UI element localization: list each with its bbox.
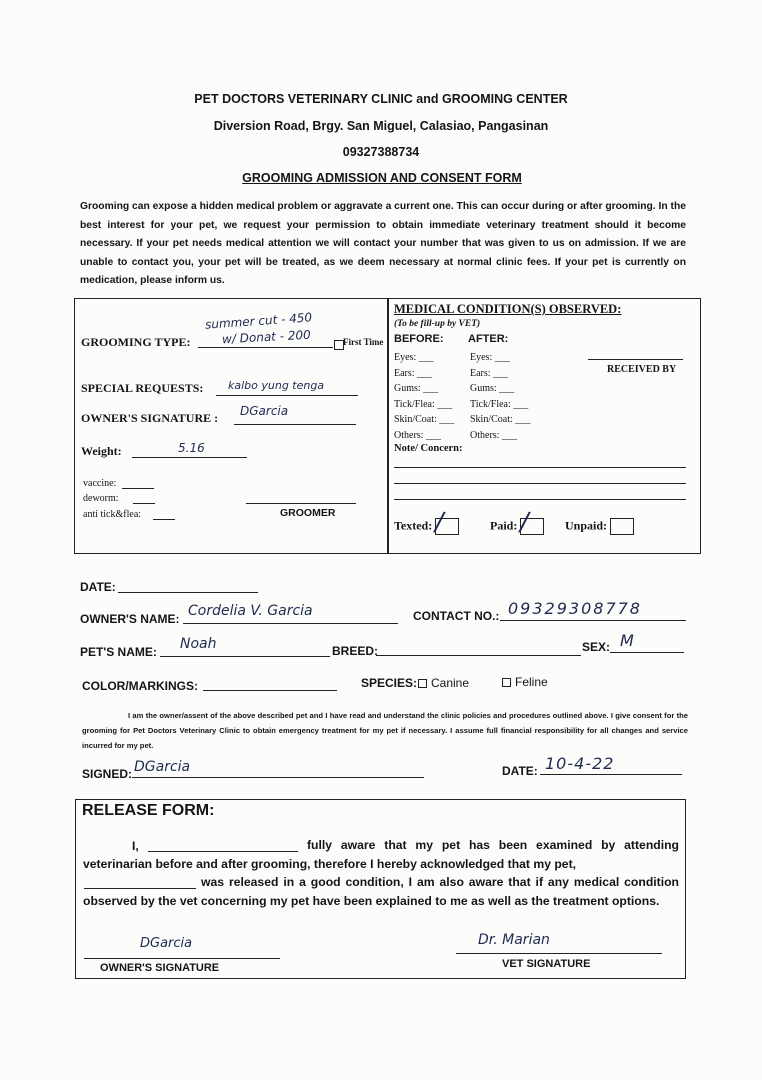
grooming-type-value-2: w/ Donat - 200: [221, 327, 312, 347]
before-item: Tick/Flea: ___: [394, 398, 453, 410]
consent-date-line: [540, 774, 682, 775]
signed-line: [132, 777, 424, 778]
after-item: Tick/Flea: ___: [470, 398, 529, 410]
pet-name-label: PET'S NAME:: [80, 645, 157, 659]
unpaid-checkbox[interactable]: [610, 518, 634, 535]
color-markings-line: [203, 690, 337, 691]
species-canine[interactable]: [418, 676, 469, 690]
before-list: [394, 350, 454, 443]
release-owner-sig-label: OWNER'S SIGNATURE: [100, 962, 220, 974]
release-text-1: fully aware that my pet has been examined by attending veterinarian before and after grooming, therefore I hereby acknowledged that my pet,: [83, 838, 679, 871]
sex-label: SEX:: [582, 640, 611, 654]
pet-name-line: [160, 656, 330, 657]
release-text-2: was released in a good condition, I am also aware that if any medical condition observed by the vet concerning my pet have been explained to me as well as the treatment options.: [83, 875, 679, 908]
form-title: GROOMING ADMISSION AND CONSENT FORM: [242, 171, 522, 185]
date-label: DATE:: [80, 580, 116, 594]
after-item: Gums: ___: [470, 383, 515, 394]
clinic-phone: 09327388734: [342, 145, 420, 159]
grooming-type-label: GROOMING TYPE:: [81, 335, 191, 349]
weight-label: Weight:: [81, 444, 122, 458]
color-markings-label: COLOR/MARKINGS:: [82, 679, 198, 693]
vaccine-line: [122, 488, 154, 489]
before-item: Skin/Coat: ___: [394, 414, 455, 425]
species-feline[interactable]: [502, 675, 548, 689]
antitick-label: anti tick&flea:: [83, 509, 142, 520]
release-vet-sig-line: [456, 953, 662, 954]
paid-field: [490, 513, 544, 535]
after-item: Skin/Coat: ___: [470, 414, 531, 425]
after-item: Ears: ___: [470, 367, 509, 379]
intro-paragraph: Grooming can expose a hidden medical problem or aggravate a current one. This can occur during or after grooming. In the best interest for your pet, we request your permission to obtain immediate veterinary treatment should it become necessary. If your pet needs medical attention we will contact your number that was given to us on admission. If we are unable to contact you, your pet will be treated, as we deem necessary at normal clinic fees. If your pet is currently on medication, please inform us.: [80, 201, 686, 286]
note-concern-label: Note/ Concern:: [394, 443, 463, 454]
unpaid-field: [565, 518, 634, 535]
special-requests-value: kalbo yung tenga: [228, 379, 325, 392]
owner-signature-label: OWNER'S SIGNATURE :: [81, 411, 219, 425]
clinic-name: PET DOCTORS VETERINARY CLINIC and GROOMING CENTER: [194, 92, 568, 106]
antitick-line: [153, 519, 175, 520]
after-item: Others: ___: [470, 429, 517, 441]
received-by-label: RECEIVED BY: [607, 364, 677, 375]
consent-date-label: DATE:: [502, 764, 538, 778]
deworm-label: deworm:: [83, 493, 119, 504]
groomer-line: [246, 503, 356, 504]
note-line-1: [394, 467, 686, 468]
note-line-3: [394, 499, 686, 500]
feline-label: Feline: [515, 675, 548, 689]
before-label: BEFORE:: [394, 333, 444, 345]
contact-value: 09329308778: [508, 599, 642, 618]
consent-date-value: 10-4-22: [545, 754, 615, 773]
before-item: Gums: ___: [394, 383, 439, 394]
before-item: Others: ___: [394, 429, 441, 441]
signed-label: SIGNED:: [82, 767, 133, 781]
before-item: Eyes: ___: [394, 352, 434, 363]
special-requests-label: SPECIAL REQUESTS:: [81, 381, 204, 395]
feline-checkbox[interactable]: [502, 678, 511, 687]
owner-name-line: [183, 623, 398, 624]
texted-checkbox[interactable]: [434, 513, 459, 535]
medical-subtitle: (To be fill-up by VET): [394, 319, 481, 329]
owner-signature-value: DGarcia: [240, 404, 289, 418]
after-label: AFTER:: [468, 333, 509, 345]
grooming-type-line: [198, 347, 333, 348]
groomer-label: GROOMER: [280, 507, 336, 519]
release-vet-sig-label: VET SIGNATURE: [502, 958, 591, 970]
received-by-line: [588, 359, 683, 360]
texted-label: Texted:: [394, 518, 433, 533]
contact-label: CONTACT NO.:: [413, 609, 500, 623]
weight-value: 5.16: [178, 441, 205, 455]
signed-value: DGarcia: [134, 759, 191, 775]
sex-value: M: [620, 631, 634, 650]
consent-text: I am the owner/assent of the above described pet and I have read and understand the clinic policies and procedures outlined above. I give consent for the grooming for Pet Doctors Veterinary Clinic to obtain emergency treatment for my pet if necessary. I assume full financial responsibility for all changes and service incurred for my pet.: [82, 711, 688, 750]
after-item: Eyes: ___: [470, 352, 510, 363]
release-vet-sig-value: Dr. Marian: [478, 932, 550, 948]
pet-name-value: Noah: [180, 636, 217, 652]
date-line: [118, 592, 258, 593]
canine-checkbox[interactable]: [418, 679, 427, 688]
owner-name-value: Cordelia V. Garcia: [188, 603, 313, 619]
canine-label: Canine: [431, 676, 470, 690]
owner-name-label: OWNER'S NAME:: [80, 612, 180, 626]
vaccine-label: vaccine:: [83, 478, 117, 489]
medical-title: MEDICAL CONDITION(S) OBSERVED:: [394, 302, 622, 316]
weight-line: [132, 457, 247, 458]
breed-line: [376, 655, 581, 656]
paid-checkbox[interactable]: [519, 513, 544, 535]
checkmark-icon: ╱: [519, 513, 530, 532]
species-label: SPECIES:: [361, 676, 418, 690]
grooming-type-value-1: summer cut - 450: [204, 310, 313, 332]
note-line-2: [394, 483, 686, 484]
sex-line: [610, 652, 684, 653]
first-time-label: First Time: [343, 337, 384, 347]
texted-field: [394, 513, 459, 535]
owner-signature-line: [234, 424, 356, 425]
release-i-label: I,: [132, 839, 139, 853]
contact-line: [500, 620, 686, 621]
after-list: [470, 350, 530, 443]
breed-label: BREED:: [332, 644, 379, 658]
release-owner-sig-line: [84, 958, 280, 959]
paid-label: Paid:: [490, 518, 518, 533]
clinic-address: Diversion Road, Brgy. San Miguel, Calasiao, Pangasinan: [213, 119, 549, 133]
before-item: Ears: ___: [394, 367, 433, 379]
release-owner-sig-value: DGarcia: [140, 936, 193, 951]
deworm-line: [133, 503, 155, 504]
release-title: RELEASE FORM:: [82, 802, 215, 819]
unpaid-label: Unpaid:: [565, 518, 608, 533]
box-divider: [387, 298, 389, 554]
checkmark-icon: ╱: [434, 513, 445, 532]
special-requests-line: [216, 395, 358, 396]
